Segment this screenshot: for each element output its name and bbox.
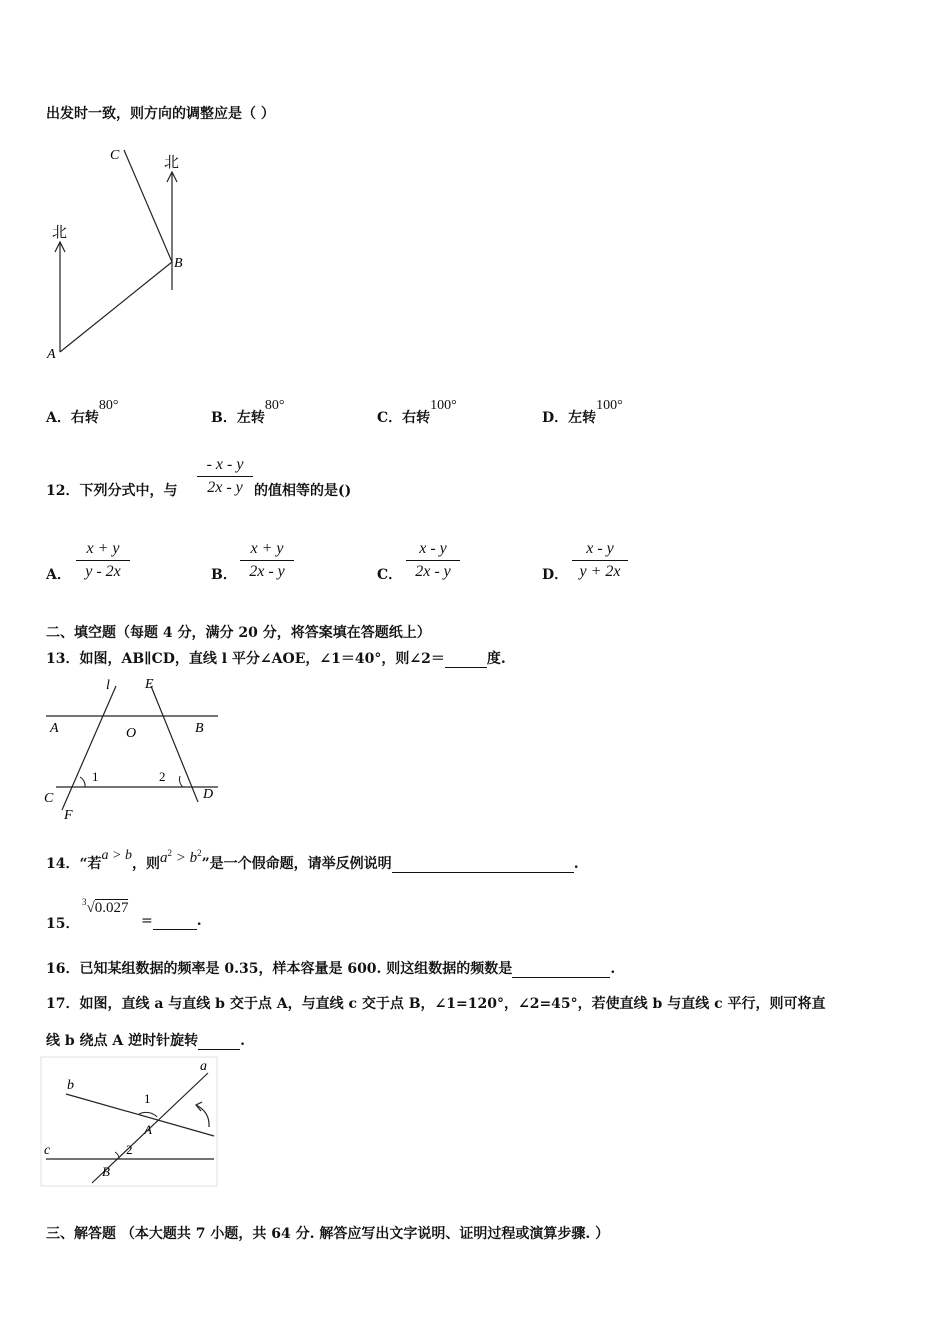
- q16-stem: [46, 958, 615, 978]
- q11-figure: [40, 140, 200, 365]
- label-north-1: 北: [52, 223, 68, 241]
- option-text: 左转: [568, 410, 597, 426]
- q13-answer-blank[interactable]: [445, 651, 487, 668]
- q14-stem: [46, 848, 579, 873]
- radicand: 0.027: [94, 900, 129, 916]
- q14-square-1: 2: [167, 848, 172, 858]
- q17-end: .: [240, 1033, 246, 1049]
- q14-end: .: [573, 856, 579, 872]
- q12-option-d-fraction: [572, 540, 628, 581]
- segment-ab: [60, 262, 172, 352]
- q12-stem-after: 的值相等的是(): [254, 483, 352, 499]
- q16-answer-blank[interactable]: [512, 961, 610, 978]
- label-north-2: 北: [164, 153, 180, 171]
- q12-option-b-fraction: [240, 540, 294, 581]
- q15-answer-blank[interactable]: [153, 913, 197, 930]
- q12-option-b-letter: B．: [211, 567, 237, 583]
- angle-1-arc: [80, 777, 85, 787]
- option-letter: C．: [377, 410, 403, 426]
- q14-tail: ”是一个假命题，请举反例说明: [201, 856, 392, 872]
- q14-number: 14．: [46, 856, 80, 872]
- q12-option-c-fraction: [406, 540, 460, 581]
- q12-stem-before: 下列分式中，与: [79, 483, 178, 499]
- label-b: B: [174, 256, 183, 271]
- q14-conclusion: [160, 850, 202, 866]
- label-2: 2: [126, 1142, 133, 1157]
- label-b: B: [195, 721, 204, 736]
- q15-tail: [141, 913, 202, 930]
- q15-radical: [82, 897, 129, 917]
- q16-text: 16．已知某组数据的频率是 0.35，样本容量是 600. 则这组数据的频数是: [46, 961, 513, 977]
- option-angle: 100°: [430, 398, 457, 413]
- q13-text: 13．如图，AB∥CD，直线 l 平分∠AOE，∠1＝40°，则∠2＝: [46, 651, 445, 667]
- label-c-line: c: [44, 1143, 51, 1158]
- option-angle: 80°: [98, 398, 119, 413]
- label-a: A: [50, 721, 59, 736]
- q12-option-c-letter: C．: [377, 567, 403, 583]
- q11-option-b: [211, 398, 285, 427]
- angle-1-arc: [139, 1112, 157, 1117]
- label-b-line: b: [67, 1078, 74, 1093]
- fraction-numerator: x - y: [419, 540, 447, 557]
- angle-2-arc: [179, 776, 183, 787]
- q14-answer-blank[interactable]: [392, 856, 574, 873]
- fraction-denominator: y + 2x: [572, 560, 628, 581]
- label-f: F: [64, 808, 73, 823]
- label-point-a: A: [144, 1122, 152, 1137]
- q17-answer-blank[interactable]: [198, 1033, 240, 1050]
- q14-square-2: 2: [197, 848, 202, 858]
- q13-figure: [40, 674, 225, 824]
- fraction-denominator: 2x - y: [406, 560, 460, 581]
- option-letter: A．: [46, 410, 71, 426]
- q14-concl-gt: > b: [172, 850, 198, 866]
- label-c: C: [110, 148, 120, 163]
- option-text: 右转: [402, 410, 431, 426]
- line-l: [62, 686, 116, 810]
- label-1: 1: [144, 1091, 151, 1106]
- line-b: [66, 1094, 214, 1136]
- q12-number: 12．: [46, 483, 80, 499]
- label-2: 2: [159, 769, 166, 784]
- q14-open: “若: [79, 856, 102, 872]
- q12-option-a-fraction: [76, 540, 130, 581]
- option-letter: B．: [211, 410, 237, 426]
- label-1: 1: [92, 769, 99, 784]
- q11-option-a: [46, 398, 119, 427]
- q11-option-d: [542, 398, 623, 427]
- q12-stem: [46, 480, 177, 500]
- fraction-denominator: y - 2x: [76, 560, 130, 581]
- section-2-heading: 二、填空题（每题 4 分，满分 20 分，将答案填在答题纸上）: [46, 625, 431, 641]
- q15-end: .: [196, 913, 202, 929]
- fraction-numerator: x + y: [86, 540, 120, 557]
- label-o: O: [126, 726, 137, 741]
- q17-line-1: 17．如图，直线 a 与直线 b 交于点 A，与直线 c 交于点 B，∠1=120°，∠2=45°，若使直线 b 与直线 c 平行，则可将直: [46, 996, 826, 1012]
- q15-number: 15．: [46, 916, 80, 932]
- q16-end: .: [610, 961, 616, 977]
- label-a: A: [47, 347, 56, 362]
- q15-equals: =: [141, 913, 153, 929]
- label-c: C: [44, 791, 54, 806]
- figure-border: [41, 1057, 217, 1186]
- q14-condition: a > b: [101, 848, 132, 863]
- label-a-line: a: [200, 1059, 207, 1074]
- q13-stem: [46, 648, 506, 668]
- label-d: D: [203, 787, 214, 802]
- q11-option-c: [377, 398, 457, 427]
- option-angle: 80°: [264, 398, 285, 413]
- section-3-heading: 三、解答题 （本大题共 7 小题，共 64 分. 解答应写出文字说明、证明过程或演算步骤. ）: [46, 1226, 610, 1242]
- radical-sign: √: [86, 900, 95, 916]
- q14-concl-a: a: [160, 850, 168, 866]
- fraction-denominator: 2x - y: [240, 560, 294, 581]
- rotation-arrow: [196, 1105, 209, 1127]
- q17-text: 线 b 绕点 A 逆时针旋转: [46, 1033, 199, 1049]
- option-angle: 100°: [596, 398, 623, 413]
- q14-mid: ，则: [132, 856, 160, 872]
- line-eo: [151, 686, 198, 802]
- q12-option-a-letter: A．: [46, 567, 71, 583]
- q11-stem: 出发时一致，则方向的调整应是（ ）: [46, 106, 275, 122]
- q17-line-2: [46, 1030, 245, 1050]
- label-l: l: [106, 678, 110, 693]
- option-text: 左转: [236, 410, 265, 426]
- label-point-b: B: [102, 1164, 110, 1179]
- q13-end: 度.: [486, 651, 506, 667]
- radical-index: 3: [82, 897, 87, 907]
- q17-figure: [40, 1056, 220, 1188]
- option-letter: D．: [542, 410, 569, 426]
- fraction-numerator: x + y: [250, 540, 284, 557]
- q12-given-fraction: [197, 456, 253, 497]
- fraction-numerator: x - y: [586, 540, 614, 557]
- option-text: 右转: [70, 410, 99, 426]
- label-e: E: [145, 677, 154, 692]
- q12-option-d-letter: D．: [542, 567, 569, 583]
- fraction-denominator: 2x - y: [197, 476, 253, 497]
- fraction-numerator: - x - y: [206, 456, 244, 473]
